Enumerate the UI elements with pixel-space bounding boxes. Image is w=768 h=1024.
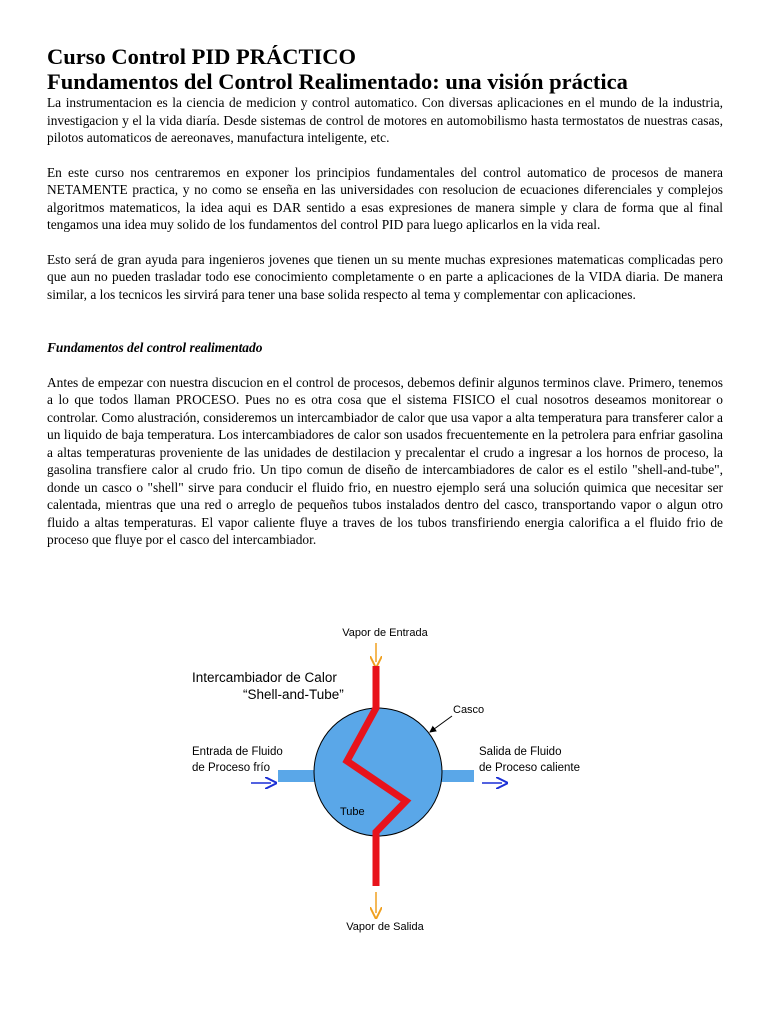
tube-label: Tube — [340, 806, 365, 818]
fluid-in-label-line2: de Proceso frío — [192, 762, 270, 774]
diagram-title-line1: Intercambiador de Calor — [192, 670, 337, 685]
diagram-title-line2: “Shell-and-Tube” — [243, 687, 344, 702]
section-heading: Fundamentos del control realimentado — [47, 340, 263, 355]
section-body-paragraph: Antes de empezar con nuestra discucion en el control de procesos, debemos definir algunos terminos clave. Primero, tenemos a lo que todos llaman PROCESO. Pues no es otra cosa que el sistema FISICO el cual nosotros deseamos monitorear o controlar. Como alustración, consideremos un intercambiador de calor que usa vapor a alta temperatura para transferer calor a un liquido de baja temperatura. Los intercambiadores de calor son usados frecuentemente en la petrolera para enfriar gasolina a altas temperaturas proveniente de las unidades de destilacion y precalentar el crudo a ingresar a los hornos de proceso, la gasolina transfiere calor al crudo frio. Un tipo comun de diseño de intercambiadores de calor es el estilo "shell-and-tube", donde un casco o "shell" sirve para conducir el fluido frio, en nuestro ejemplo será una solución quimica que necesitar ser calentada, mientras que una red o arreglo de pequeños tubos instalados dentro del casco, transportando vapor o algun otro fluido a altas temperaturas. El vapor caliente fluye a traves de los tubos transfiriendo energia calorifica a el fluido frio de proceso que fluye por el casco del intercambiador. — [47, 374, 723, 547]
shell-pointer — [430, 716, 452, 732]
audience-paragraph: Esto será de gran ayuda para ingenieros jovenes que tienen un su mente muchas expresiones matematicas complicadas pero que aun no pueden trasladar todo ese conocimiento completamente o en parte a aplicaciones de la VIDA diaria. De manera similar, a los tecnicos les sirvirá para tener una base solida respecto al tema y complementar con aplicaciones. — [47, 251, 723, 302]
fluid-out-label-line2: de Proceso caliente — [479, 762, 581, 774]
course-focus-paragraph: En este curso nos centraremos en exponer los principios fundamentales del control automatico de procesos de manera NETAMENTE practica, y no como se enseña en las universidades con resolucion de ecuaciones diferenciales y complejos algoritmos matematicos, la idea aqui es DAR sentido a esas expresiones de manera simple y clara de forma que al final tengamos una idea muy solido de los fundamentos del control PID para luego aplicarlos en la vida real. — [47, 164, 723, 232]
intro-paragraph: La instrumentacion es la ciencia de medicion y control automatico. Con diversas aplicaciones en el mundo de la industria, investigacion y el la vida diaría. Desde sistemas de control de motores en automobilismo hasta termostatos de nuestras casas, pilotos automaticos de aereonaves, manufactura inteligente, etc. — [47, 95, 723, 145]
fluid-out-label-line1: Salida de Fluido — [479, 746, 562, 758]
heat-exchanger-diagram — [0, 610, 768, 940]
course-title: Curso Control PID PRÁCTICO — [47, 44, 356, 69]
shell-label: Casco — [453, 704, 485, 716]
shell-casing — [314, 708, 442, 836]
course-subtitle: Fundamentos del Control Realimentado: una visión práctica — [47, 69, 628, 94]
steam-out-label: Vapor de Salida — [346, 921, 424, 933]
fluid-in-label-line1: Entrada de Fluido — [192, 746, 283, 758]
steam-in-label: Vapor de Entrada — [342, 627, 428, 639]
document-page — [47, 44, 723, 549]
